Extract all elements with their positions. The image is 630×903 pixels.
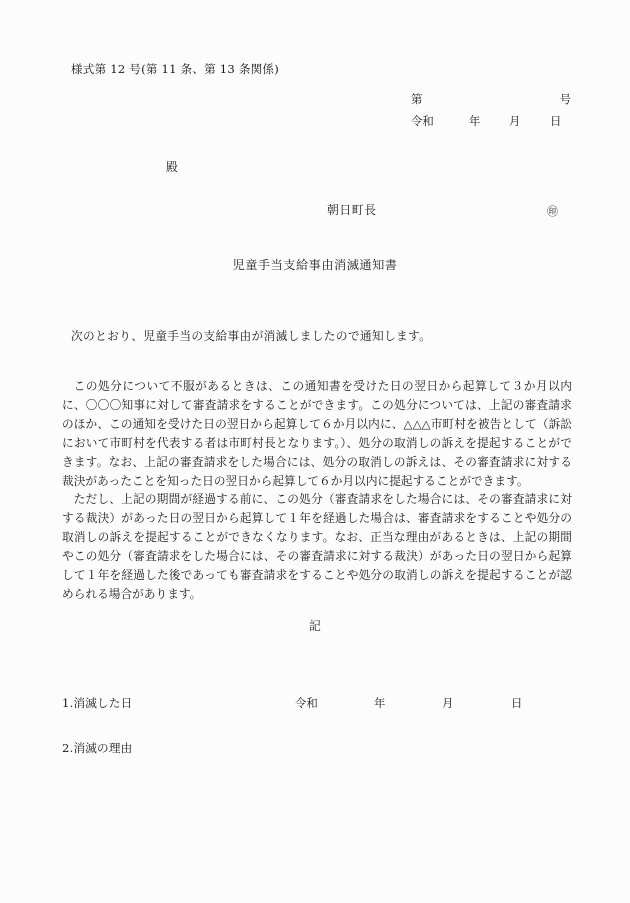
item-2-label: 2.消滅の理由 [62, 741, 133, 755]
body-text-block [62, 377, 572, 604]
seal-icon: ㊞ [547, 205, 559, 218]
addressee-honorific: 殿 [166, 160, 178, 174]
item-1-date-year-label: 年 [374, 696, 386, 710]
ki-divider-marker: 記 [309, 619, 321, 633]
document-date-year-label: 年 [469, 114, 481, 128]
document-number-row [411, 91, 571, 107]
document-date-era: 令和 [411, 114, 434, 128]
document-number-prefix: 第 [411, 92, 423, 106]
issuer-name: 朝日町長 [327, 203, 377, 217]
body-paragraph: この処分について不服があるときは、この通知書を受けた日の翌日から起算して３か月以内に、〇〇〇知事に対して審査請求をすることができます。この処分については、上記の審査請求のほか、この通知を受けた日の翌日から起算して６か月以内に、△△△市町村を被告として（訴訟において市町村を代表する者は市町村長となります。）、処分の取消しの訴えを提起することができます。なお、上記の審査請求をした場合には、処分の取消しの訴えは、その審査請求に対する裁決があったことを知った日の翌日から起算して６か月以内に提起することができます。 [62, 379, 572, 488]
lead-sentence: 次のとおり、児童手当の支給事由が消滅しましたので通知します。 [71, 329, 432, 343]
body-paragraph: ただし、上記の期間が経過する前に、この処分（審査請求をした場合には、その審査請求に対する裁決）があった日の翌日から起算して１年を経過した場合は、審査請求をすることや処分の取消しの訴えを提起することができなくなります。なお、正当な理由があるときは、上記の期間やこの処分（審査請求をした場合には、その審査請求に対する裁決）があった日の翌日から起算して１年を経過した後であっても審査請求をすることや処分の取消しの訴えを提起することが認められる場合があります。 [62, 492, 572, 601]
document-date-month-label: 月 [509, 114, 521, 128]
form-number-label: 様式第 12 号(第 11 条、第 13 条関係) [71, 62, 279, 76]
document-date-row [411, 113, 571, 129]
item-1-date-era: 令和 [295, 696, 318, 710]
item-1-label: 1.消滅した日 [62, 696, 133, 710]
document-number-suffix: 号 [559, 92, 571, 106]
item-1-date-day-label: 日 [511, 696, 523, 710]
document-date-day-label: 日 [550, 114, 562, 128]
page-title: 児童手当支給事由消滅通知書 [232, 258, 398, 272]
item-1-date-month-label: 月 [442, 696, 454, 710]
item-1-date-row [295, 695, 525, 711]
